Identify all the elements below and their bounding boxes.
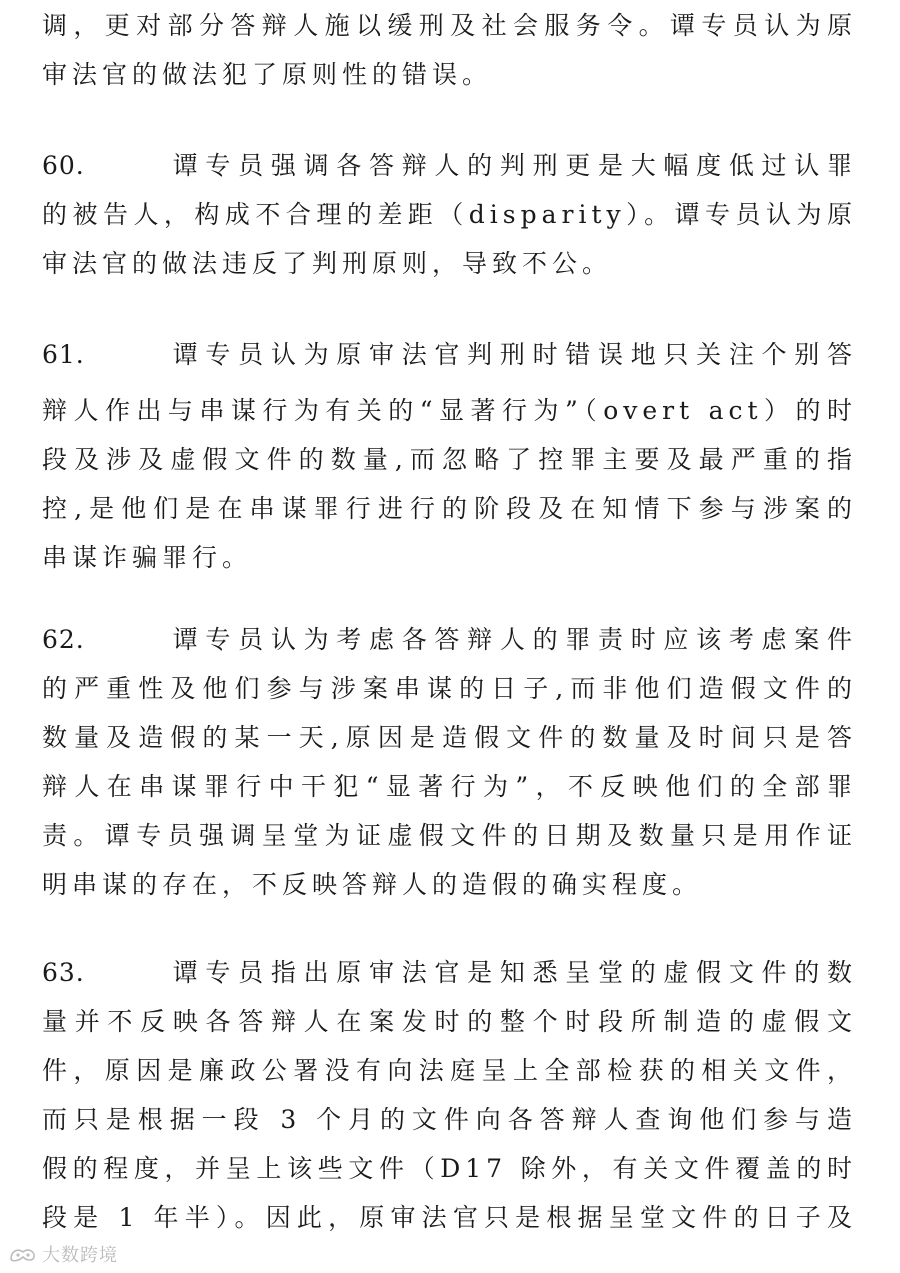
watermark-text: 大数跨境 <box>42 1245 118 1266</box>
paragraph-line: 控,是他们是在串谋罪行进行的阶段及在知情下参与涉案的 <box>42 494 857 523</box>
paragraph-text: 谭专员指出原审法官是知悉呈堂的虚假文件的数 <box>170 958 857 987</box>
paragraph-text: 谭专员认为考虑各答辩人的罪责时应该考虑案件 <box>170 625 857 654</box>
paragraph-61-first-line <box>42 337 857 373</box>
paragraph-line: 辩人作出与串谋行为有关的“显著行为”（overt act）的时 <box>42 396 857 425</box>
paragraph-number: 60. <box>42 151 85 180</box>
paragraph-line: 件，原因是廉政公署没有向法庭呈上全部检获的相关文件， <box>42 1056 857 1085</box>
paragraph-line: 段是 1 年半）。因此，原审法官只是根据呈堂文件的日子及 <box>42 1203 857 1232</box>
paragraph-62-first-line <box>42 622 857 658</box>
paragraph-number: 63. <box>42 958 85 987</box>
paragraph-line: 段及涉及虚假文件的数量,而忽略了控罪主要及最严重的指 <box>42 445 857 474</box>
paragraph-60-first-line <box>42 148 857 184</box>
watermark <box>8 1241 118 1267</box>
paragraph-text: 谭专员认为原审法官判刑时错误地只关注个别答 <box>170 340 857 369</box>
paragraph-number: 62. <box>42 625 85 654</box>
paragraph-line: 明串谋的存在，不反映答辩人的造假的确实程度。 <box>42 870 703 899</box>
paragraph-line: 假的程度，并呈上该些文件（D17 除外，有关文件覆盖的时 <box>42 1154 857 1183</box>
paragraph-line: 的严重性及他们参与涉案串谋的日子,而非他们造假文件的 <box>42 674 857 703</box>
paragraph-line: 串谋诈骗罪行。 <box>42 543 253 572</box>
paragraph-line: 辩人在串谋罪行中干犯“显著行为”，不反映他们的全部罪 <box>42 772 857 801</box>
paragraph-line: 审法官的做法犯了原则性的错误。 <box>42 60 493 89</box>
paragraph-line: 量并不反映各答辩人在案发时的整个时段所制造的虚假文 <box>42 1007 857 1036</box>
paragraph-line: 审法官的做法违反了判刑原则，导致不公。 <box>42 249 613 278</box>
paragraph-line: 调，更对部分答辩人施以缓刑及社会服务令。谭专员认为原 <box>42 11 857 40</box>
paragraph-line: 数量及造假的某一天,原因是造假文件的数量及时间只是答 <box>42 723 857 752</box>
watermark-logo-icon <box>8 1244 38 1264</box>
paragraph-line: 责。谭专员强调呈堂为证虚假文件的日期及数量只是用作证 <box>42 821 857 850</box>
paragraph-line: 的被告人，构成不合理的差距（disparity）。谭专员认为原 <box>42 200 857 229</box>
paragraph-text: 谭专员强调各答辩人的判刑更是大幅度低过认罪 <box>170 151 857 180</box>
paragraph-number: 61. <box>42 340 85 369</box>
paragraph-63-first-line <box>42 955 857 991</box>
paragraph-line: 而只是根据一段 3 个月的文件向各答辩人查询他们参与造 <box>42 1105 857 1134</box>
